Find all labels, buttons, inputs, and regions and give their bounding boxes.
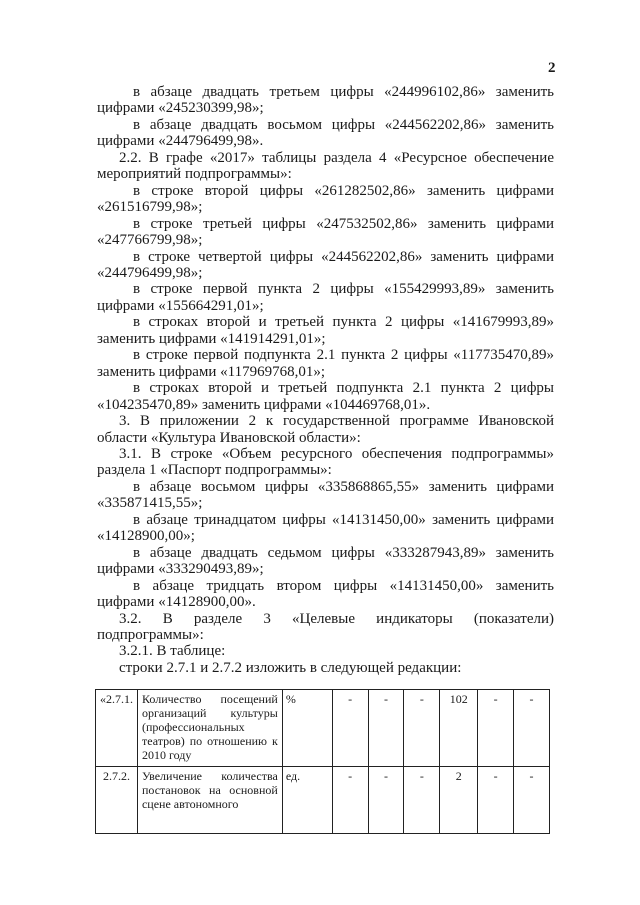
document-body <box>97 84 554 676</box>
paragraph: в строке четвертой цифры «244562202,86» заменить цифрами «244796499,98»; <box>97 248 554 281</box>
value-cell: - <box>332 690 368 767</box>
value-cell: 102 <box>440 690 478 767</box>
value-cell: 2 <box>440 767 478 834</box>
value-cell: - <box>368 767 404 834</box>
row-number: «2.7.1. <box>96 690 138 767</box>
paragraph: в строке третьей цифры «247532502,86» заменить цифрами «247766799,98»; <box>97 215 554 249</box>
unit-cell: % <box>282 690 332 767</box>
paragraph: 3. В приложении 2 к государственной программе Ивановской области «Культура Ивановской области»: <box>97 413 554 446</box>
paragraph: в строке первой пункта 2 цифры «155429993,89» заменить цифрами «155664291,01»; <box>97 281 554 314</box>
paragraph: 2.2. В графе «2017» таблицы раздела 4 «Ресурсное обеспечение мероприятий подпрограммы»: <box>97 149 554 183</box>
paragraph: в абзаце тринадцатом цифры «14131450,00» заменить цифрами «14128900,00»; <box>97 511 554 545</box>
paragraph: в абзаце двадцать восьмом цифры «244562202,86» заменить цифрами «244796499,98». <box>97 116 554 150</box>
table-row <box>96 690 550 767</box>
row-number: 2.7.2. <box>96 767 138 834</box>
paragraph: в абзаце двадцать седьмом цифры «333287943,89» заменить цифрами «333290493,89»; <box>97 544 554 578</box>
page-number: 2 <box>548 60 556 76</box>
table-row <box>96 767 550 834</box>
unit-cell: ед. <box>282 767 332 834</box>
paragraph: 3.1. В строке «Объем ресурсного обеспечения подпрограммы» раздела 1 «Паспорт подпрограммы»: <box>97 445 554 479</box>
paragraph: 3.2.1. В таблице: <box>119 643 226 660</box>
value-cell: - <box>514 690 550 767</box>
value-cell: - <box>478 767 514 834</box>
value-cell: - <box>478 690 514 767</box>
value-cell: - <box>514 767 550 834</box>
value-cell: - <box>368 690 404 767</box>
paragraph: 3.2. В разделе 3 «Целевые индикаторы (показатели) подпрограммы»: <box>97 610 554 643</box>
paragraph: в строках второй и третьей подпункта 2.1 пункта 2 цифры «104235470,89» заменить цифрами «104469768,01». <box>97 380 554 413</box>
value-cell: - <box>332 767 368 834</box>
paragraph: в строках второй и третьей пункта 2 цифры «141679993,89» заменить цифрами «141914291,01»; <box>97 314 554 347</box>
value-cell: - <box>404 690 440 767</box>
paragraph: строки 2.7.1 и 2.7.2 изложить в следующей редакции: <box>119 659 462 676</box>
page-margin-bottom <box>0 850 640 905</box>
paragraph: в строке первой подпункта 2.1 пункта 2 цифры «117735470,89» заменить цифрами «117969768,01»; <box>97 347 554 380</box>
indicator-name: Количество посещений организаций культуры (профессиональных театров) по отношению к 2010 году <box>137 690 282 767</box>
paragraph: в абзаце тридцать втором цифры «14131450,00» заменить цифрами «14128900,00». <box>97 577 554 611</box>
paragraph: в строке второй цифры «261282502,86» заменить цифрами «261516799,98»; <box>97 182 554 216</box>
paragraph: в абзаце восьмом цифры «335868865,55» заменить цифрами «335871415,55»; <box>97 478 554 512</box>
indicator-name: Увеличение количества постановок на основной сцене автономного <box>137 767 282 834</box>
paragraph: в абзаце двадцать третьем цифры «244996102,86» заменить цифрами «245230399,98»; <box>97 84 554 117</box>
value-cell: - <box>404 767 440 834</box>
indicators-table <box>95 689 550 834</box>
